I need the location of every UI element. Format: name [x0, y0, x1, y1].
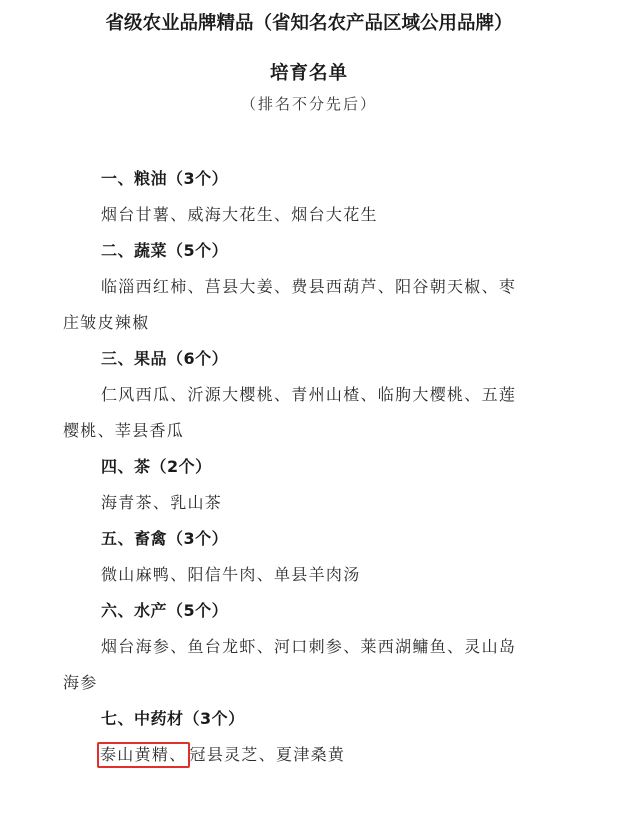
section-items-vegetables: 临淄西红柿、莒县大姜、费县西葫芦、阳谷朝天椒、枣: [101, 277, 517, 296]
section-items-vegetables-cont: 庄皱皮辣椒: [63, 313, 150, 332]
section-items-tea: 海青茶、乳山茶: [101, 493, 223, 512]
section-items-herbs: [101, 744, 345, 766]
section-items-aquatic-cont: 海参: [63, 673, 98, 692]
document-title-line2: 培育名单: [269, 63, 348, 84]
section-items-grain-oil: 烟台甘薯、威海大花生、烟台大花生: [101, 205, 378, 224]
section-heading-livestock: 五、畜禽（3个）: [101, 529, 229, 548]
section-items-fruits: 仁风西瓜、沂源大樱桃、青州山楂、临朐大樱桃、五莲: [101, 385, 517, 404]
section-heading-grain-oil: 一、粮油（3个）: [101, 169, 229, 188]
section-items-aquatic: 烟台海参、鱼台龙虾、河口刺参、莱西湖鳙鱼、灵山岛: [101, 637, 517, 656]
document-title: 省级农业品牌精品（省知名农产品区域公用品牌）: [105, 13, 513, 34]
section-heading-tea: 四、茶（2个）: [101, 457, 212, 476]
section-heading-herbs: 七、中药材（3个）: [101, 709, 245, 728]
section-heading-vegetables: 二、蔬菜（5个）: [101, 241, 229, 260]
section-heading-fruits: 三、果品（6个）: [101, 349, 229, 368]
document-subtitle: （排名不分先后）: [240, 95, 377, 113]
section-heading-aquatic: 六、水产（5个）: [101, 601, 229, 620]
section-items-herbs-rest: 冠县灵芝、夏津桑黄: [189, 745, 346, 764]
section-items-fruits-cont: 樱桃、莘县香瓜: [63, 421, 185, 440]
section-items-livestock: 微山麻鸭、阳信牛肉、单县羊肉汤: [101, 565, 361, 584]
highlighted-item-box: 泰山黄精、: [97, 742, 190, 768]
